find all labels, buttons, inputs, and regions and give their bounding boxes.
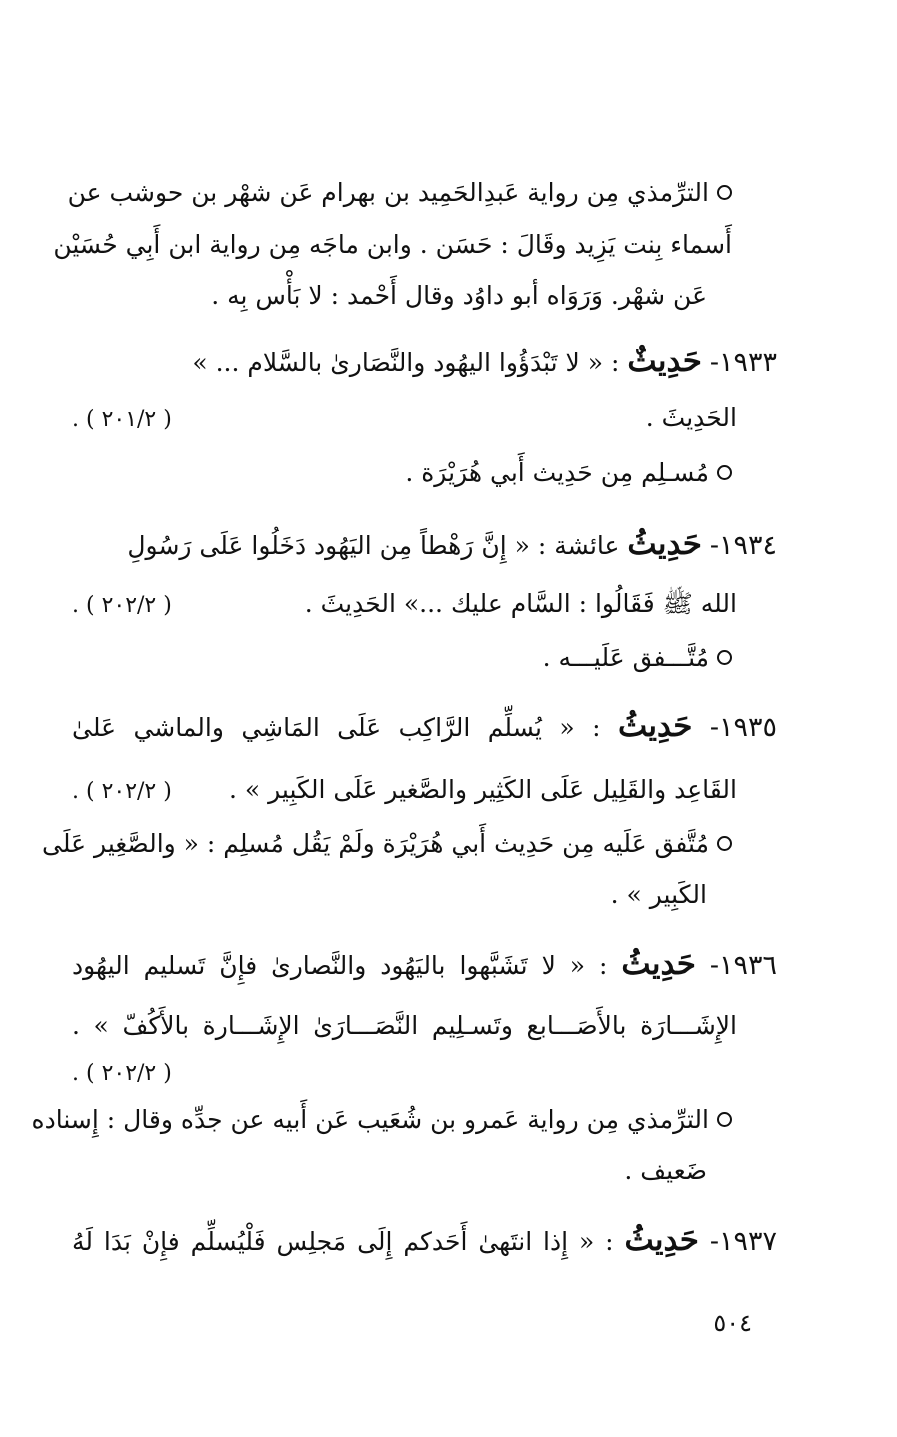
hadith-text-line: الله ﷺ فَقَالُوا : السَّام عليك ...» الحَدِيثَ . xyxy=(304,589,737,618)
volume-page-ref: . ( ٢٠١/٢ ) xyxy=(72,407,172,432)
volume-page-ref: . ( ٢٠٢/٢ ) xyxy=(72,1061,172,1086)
circle-bullet-icon xyxy=(717,465,732,480)
volume-page-ref: . ( ٢٠٢/٢ ) xyxy=(72,593,172,618)
hadith-text: : « لا تَبْدَؤُوا اليهُود والنَّصَارىٰ بالسَّلام ... » xyxy=(192,348,620,377)
hadith-keyword: حَدِيثُ xyxy=(627,526,702,562)
note-line: مُتَّفق عَلَيه مِن حَدِيث أَبي هُرَيْرَة ولَمْ يَقُل مُسلِم : « والصَّغِير عَلَى xyxy=(72,826,732,862)
hadith-heading-1933 xyxy=(192,343,777,381)
hadith-number: ١٩٣٣- xyxy=(709,347,777,378)
note-line: أَسماء بِنت يَزِيد وقَالَ : حَسَن . وابن ماجَه مِن رواية ابن أَبِي حُسَيْن xyxy=(53,230,732,259)
hadith-number: ١٩٣٦- xyxy=(709,950,778,981)
circle-bullet-icon xyxy=(717,185,732,200)
hadith-number: ١٩٣٧- xyxy=(709,1226,777,1257)
hadith-heading-1936 xyxy=(72,946,777,984)
volume-page-ref: . ( ٢٠٢/٢ ) xyxy=(72,779,172,804)
hadith-text-line: الإِشَـــارَة بالأَصَـــابع وتَسـلِيم النَّصَـــارَىٰ الإِشَـــارة بالأَكُفّ » . xyxy=(72,1011,737,1040)
circle-bullet-icon xyxy=(717,1112,732,1127)
hadith-text: : « إِذا انتَهىٰ أَحَدكم إِلَى مَجلِس فَلْيُسلِّم فإِنْ بَدَا لَهُ xyxy=(72,1227,614,1256)
note-line: الكَبِير » . xyxy=(610,880,707,909)
hadith-heading-1934 xyxy=(127,526,777,564)
hadith-text-line: القَاعِد والقَلِيل عَلَى الكَثِير والصَّغير عَلَى الكَبِير » . xyxy=(229,775,737,804)
hadith-text: عائشة : « إِنَّ رَهْطاً مِن اليَهُود دَخَلُوا عَلَى رَسُولِ xyxy=(127,531,620,560)
circle-bullet-icon xyxy=(717,836,732,851)
hadith-text: : « يُسلِّم الرَّاكِب عَلَى المَاشِي والماشي عَلىٰ xyxy=(72,713,601,742)
hadith-number: ١٩٣٤- xyxy=(709,530,777,561)
hadith-keyword: حَدِيثٌ xyxy=(627,343,702,379)
note-line: الترِّمذي مِن رواية عَبدِالحَمِيد بن بهرام عَن شهْر بن حوشب عن xyxy=(72,175,732,211)
circle-bullet-icon xyxy=(717,650,732,665)
hadith-heading-1937 xyxy=(72,1222,777,1260)
note-line: الترِّمذي مِن رواية عَمرو بن شُعَيب عَن أَبيه عن جدِّه وقال : إِسناده xyxy=(72,1102,732,1138)
hadith-number: ١٩٣٥- xyxy=(709,712,778,743)
hadith-heading-1935 xyxy=(72,708,777,746)
hadith-keyword: حَدِيثُ xyxy=(624,1222,699,1258)
note-line: مُسـلِم مِن حَدِيث أَبي هُرَيْرَة . xyxy=(405,455,732,491)
hadith-keyword: حَدِيثُ xyxy=(621,946,696,982)
hadith-text-line: الحَدِيثَ . xyxy=(645,403,737,432)
note-line: مُتَّـــفق عَلَيـــه . xyxy=(543,640,732,676)
hadith-text: : « لا تَشَبَّهوا باليَهُود والنَّصارىٰ فإِنَّ تَسليم اليهُود xyxy=(72,951,608,980)
note-line: ضَعيف . xyxy=(624,1156,707,1185)
hadith-keyword: حَدِيثُ xyxy=(617,708,693,744)
page-number: ٥٠٤ xyxy=(713,1309,752,1337)
note-line: عَن شهْر. وَرَوَاه أبو داوُد وقال أَحْمد : لا بَأْس بِه . xyxy=(211,281,707,310)
